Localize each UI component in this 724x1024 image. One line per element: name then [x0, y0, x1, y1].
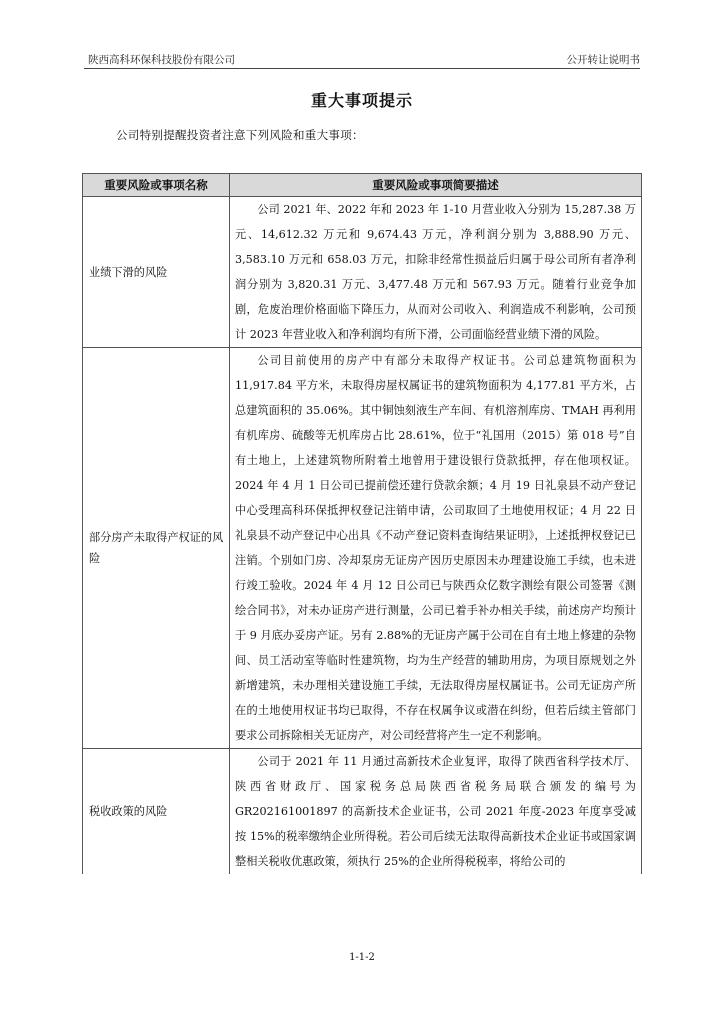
- column-header-risk-description: 重要风险或事项简要描述: [230, 174, 642, 197]
- risk-name-cell: 业绩下滑的风险: [83, 197, 230, 348]
- risk-table: [82, 173, 642, 874]
- risk-description-cell: 公司于 2021 年 11 月通过高新技术企业复评，取得了陕西省科学技术厅、陕西省财政厅、国家税务总局陕西省税务局联合颁发的编号为 GR202161001897 的高新技术企业证书，公司 2021 年度-2023 年度享受减按 15%的税率缴纳企业所得税。若公司后续无法取得高新技术企业证书或国家调整相关税收优惠政策，须执行 25%的企业所得税税率，将给公司的: [230, 749, 642, 875]
- table-row: [83, 348, 642, 749]
- risk-name-cell: 部分房产未取得产权证的风险: [83, 348, 230, 749]
- header-company-name: 陕西高科环保科技股份有限公司: [88, 54, 235, 66]
- header-divider: [84, 68, 640, 69]
- page-header: [84, 52, 640, 68]
- table-row: [83, 749, 642, 875]
- page-number: 1-1-2: [349, 952, 375, 963]
- risk-name-cell: 税收政策的风险: [83, 749, 230, 875]
- table-row: [83, 197, 642, 348]
- intro-paragraph: 公司特别提醒投资者注意下列风险和重大事项：: [116, 128, 364, 142]
- risk-description-cell: 公司目前使用的房产中有部分未取得产权证书。公司总建筑物面积为 11,917.84 平方米，未取得房屋权属证书的建筑物面积为 4,177.81 平方米，占总建筑面积的 35.06%。其中铜蚀刻液生产车间、有机溶剂库房、TMAH 再利用有机库房、硫酸等无机库房占比 28.61%，位于“礼国用（2015）第 018 号”自有土地上，上述建筑物所附着土地曾用于建设银行贷款抵押，存在他项权证。2024 年 4 月 1 日公司已提前偿还建行贷款余额；4 月 19 日礼泉县不动产登记中心受理高科环保抵押权登记注销申请，公司取回了土地使用权证；4 月 22 日礼泉县不动产登记中心出具《不动产登记资料查询结果证明》，上述抵押权登记已注销。个别如门房、冷却泵房无证房产因历史原因未办理建设施工手续，也未进行竣工验收。2024 年 4 月 12 日公司已与陕西众亿数字测绘有限公司签署《测绘合同书》，对未办证房产进行测量，公司已着手补办相关手续，前述房产均预计于 9 月底办妥房产证。另有 2.88%的无证房产属于公司在自有土地上修建的杂物间、员工活动室等临时性建筑物，均为生产经营的辅助用房，为项目原规划之外新增建筑，未办理相关建设施工手续，无法取得房屋权属证书。公司无证房产所在的土地使用权证书均已取得，不存在权属争议或潜在纠纷，但若后续主管部门要求公司拆除相关无证房产，对公司经营将产生一定不利影响。: [230, 348, 642, 749]
- risk-description-cell: 公司 2021 年、2022 年和 2023 年 1-10 月营业收入分别为 15,287.38 万元、14,612.32 万元和 9,674.43 万元，净利润分别为 3,888.90 万元、3,583.10 万元和 658.03 万元，扣除非经常性损益后归属于母公司所有者净利润分别为 3,820.31 万元、3,477.48 万元和 567.93 万元。随着行业竞争加剧，危废治理价格面临下降压力，从而对公司收入、利润造成不利影响，公司预计 2023 年营业收入和净利润均有所下滑，公司面临经营业绩下滑的风险。: [230, 197, 642, 348]
- column-header-risk-name: 重要风险或事项名称: [83, 174, 230, 197]
- page-title: 重大事项提示: [310, 91, 413, 110]
- header-document-type: 公开转让说明书: [566, 54, 640, 66]
- risk-table-header-row: [83, 174, 642, 197]
